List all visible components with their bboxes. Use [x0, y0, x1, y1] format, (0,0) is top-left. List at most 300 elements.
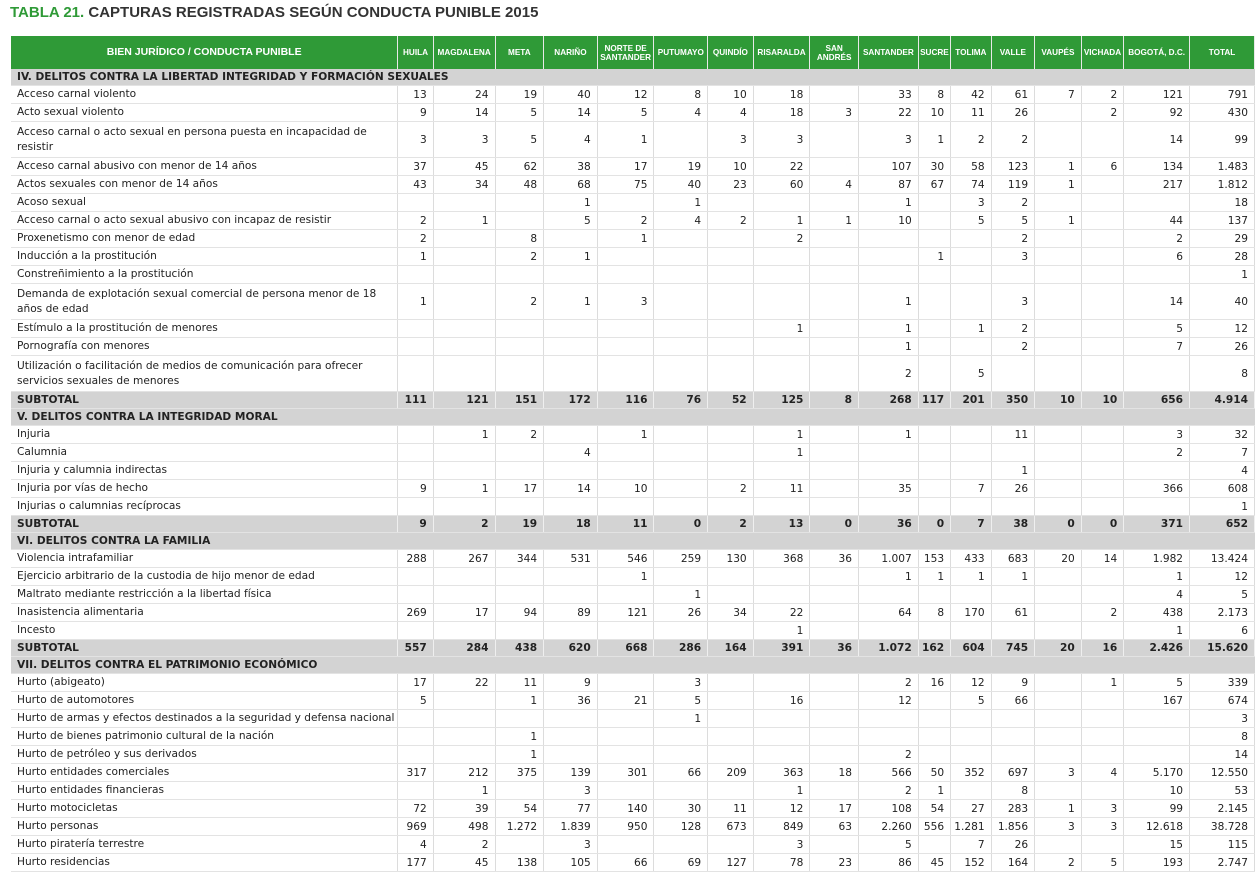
cell-value: [654, 568, 708, 586]
cell-value: [433, 462, 495, 480]
table-row: [11, 230, 1255, 248]
column-header-category: BIEN JURÍDICO / CONDUCTA PUNIBLE: [11, 36, 398, 69]
cell-value: 42: [951, 86, 992, 104]
cell-value: 2: [991, 122, 1035, 158]
cell-value: 363: [753, 764, 810, 782]
cell-value: 61: [991, 604, 1035, 622]
cell-value: [654, 266, 708, 284]
cell-value: 16: [1081, 640, 1124, 657]
row-label: Injurias o calumnias recíprocas: [11, 498, 398, 516]
table-row: [11, 604, 1255, 622]
cell-value: [918, 356, 950, 392]
cell-value: 9: [398, 480, 433, 498]
table-caption: CAPTURAS REGISTRADAS SEGÚN CONDUCTA PUNIBLE 2015: [88, 4, 539, 21]
cell-value: [753, 746, 810, 764]
cell-value: 8: [1190, 356, 1255, 392]
cell-value: [991, 444, 1035, 462]
table-row: [11, 426, 1255, 444]
cell-value: 969: [398, 818, 433, 836]
cell-value: 12: [597, 86, 654, 104]
cell-value: [544, 266, 598, 284]
cell-value: 74: [951, 176, 992, 194]
cell-value: [918, 836, 950, 854]
cell-value: [495, 586, 544, 604]
cell-value: 2: [991, 194, 1035, 212]
cell-value: [918, 746, 950, 764]
cell-value: [858, 728, 918, 746]
cell-value: 16: [918, 674, 950, 692]
cell-value: 23: [708, 176, 754, 194]
cell-value: 12: [1190, 320, 1255, 338]
table-row: [11, 746, 1255, 764]
cell-value: [398, 320, 433, 338]
cell-value: [753, 462, 810, 480]
cell-value: 1: [654, 194, 708, 212]
cell-value: 5: [951, 212, 992, 230]
table-title: [10, 3, 538, 23]
cell-value: 13: [753, 516, 810, 533]
cell-value: 2: [433, 516, 495, 533]
cell-value: [597, 356, 654, 392]
cell-value: 557: [398, 640, 433, 657]
cell-value: [1035, 426, 1082, 444]
row-label: Acceso carnal o acto sexual en persona puesta en incapacidad de resistir: [11, 122, 398, 158]
cell-value: 40: [544, 86, 598, 104]
cell-value: [1035, 284, 1082, 320]
cell-value: 288: [398, 550, 433, 568]
cell-value: [1035, 338, 1082, 356]
table-row: [11, 728, 1255, 746]
cell-value: 24: [433, 86, 495, 104]
cell-value: 4: [544, 444, 598, 462]
cell-value: 301: [597, 764, 654, 782]
row-label: SUBTOTAL: [11, 516, 398, 533]
cell-value: [1035, 320, 1082, 338]
cell-value: 7: [951, 836, 992, 854]
cell-value: 89: [544, 604, 598, 622]
column-header: MAGDALENA: [433, 36, 495, 69]
cell-value: [1081, 212, 1124, 230]
cell-value: 3: [544, 782, 598, 800]
cell-value: 9: [398, 104, 433, 122]
cell-value: [708, 782, 754, 800]
cell-value: 111: [398, 392, 433, 409]
cell-value: 140: [597, 800, 654, 818]
cell-value: [433, 746, 495, 764]
table-row: [11, 462, 1255, 480]
cell-value: 18: [753, 86, 810, 104]
table-row: [11, 122, 1255, 158]
cell-value: 77: [544, 800, 598, 818]
cell-value: [810, 498, 859, 516]
cell-value: 2.173: [1190, 604, 1255, 622]
cell-value: [654, 320, 708, 338]
cell-value: 54: [495, 800, 544, 818]
cell-value: [753, 266, 810, 284]
cell-value: 9: [991, 674, 1035, 692]
cell-value: [951, 728, 992, 746]
cell-value: 12: [858, 692, 918, 710]
cell-value: [918, 194, 950, 212]
table-row: [11, 480, 1255, 498]
cell-value: [398, 498, 433, 516]
cell-value: 209: [708, 764, 754, 782]
table-row: [11, 782, 1255, 800]
cell-value: [991, 710, 1035, 728]
cell-value: 1: [858, 568, 918, 586]
cell-value: 1: [918, 568, 950, 586]
cell-value: 22: [753, 604, 810, 622]
cell-value: [1081, 356, 1124, 392]
row-label: Hurto de armas y efectos destinados a la seguridad y defensa nacional: [11, 710, 398, 728]
cell-value: [1035, 710, 1082, 728]
cell-value: [991, 266, 1035, 284]
cell-value: [495, 444, 544, 462]
cell-value: [398, 746, 433, 764]
cell-value: [1081, 230, 1124, 248]
table-row: [11, 248, 1255, 266]
cell-value: 1: [1035, 212, 1082, 230]
cell-value: [858, 462, 918, 480]
cell-value: 608: [1190, 480, 1255, 498]
cell-value: 38: [991, 516, 1035, 533]
column-header: VICHADA: [1081, 36, 1124, 69]
cell-value: 286: [654, 640, 708, 657]
section-title: V. DELITOS CONTRA LA INTEGRIDAD MORAL: [11, 409, 1255, 426]
table-row: [11, 854, 1255, 872]
cell-value: 10: [708, 86, 754, 104]
row-label: Injuria por vías de hecho: [11, 480, 398, 498]
cell-value: 8: [1190, 728, 1255, 746]
cell-value: [433, 498, 495, 516]
row-label: Estímulo a la prostitución de menores: [11, 320, 398, 338]
table-row: [11, 104, 1255, 122]
cell-value: 86: [858, 854, 918, 872]
cell-value: 5: [544, 212, 598, 230]
cell-value: 54: [918, 800, 950, 818]
cell-value: [654, 284, 708, 320]
cell-value: [544, 728, 598, 746]
cell-value: 19: [495, 516, 544, 533]
cell-value: 745: [991, 640, 1035, 657]
cell-value: [858, 444, 918, 462]
cell-value: [753, 710, 810, 728]
cell-value: 13: [398, 86, 433, 104]
cell-value: [433, 266, 495, 284]
cell-value: 7: [951, 480, 992, 498]
cell-value: 1: [1035, 800, 1082, 818]
cell-value: 105: [544, 854, 598, 872]
cell-value: [918, 586, 950, 604]
row-label: SUBTOTAL: [11, 640, 398, 657]
cell-value: 3: [544, 836, 598, 854]
cell-value: [810, 338, 859, 356]
cell-value: [918, 212, 950, 230]
cell-value: 8: [991, 782, 1035, 800]
cell-value: 1: [544, 194, 598, 212]
cell-value: [810, 462, 859, 480]
cell-value: [708, 498, 754, 516]
cell-value: 1.856: [991, 818, 1035, 836]
cell-value: [918, 622, 950, 640]
table-row: [11, 320, 1255, 338]
cell-value: [708, 356, 754, 392]
column-header: TOTAL: [1190, 36, 1255, 69]
cell-value: [1081, 122, 1124, 158]
cell-value: 33: [858, 86, 918, 104]
cell-value: [1124, 194, 1190, 212]
cell-value: 2: [1081, 104, 1124, 122]
cell-value: 4: [1190, 462, 1255, 480]
cell-value: 45: [433, 854, 495, 872]
cell-value: 125: [753, 392, 810, 409]
cell-value: 94: [495, 604, 544, 622]
cell-value: [1035, 746, 1082, 764]
row-label: Utilización o facilitación de medios de comunicación para ofrecer servicios sexuales de menores: [11, 356, 398, 392]
cell-value: 8: [495, 230, 544, 248]
cell-value: 130: [708, 550, 754, 568]
cell-value: 123: [991, 158, 1035, 176]
cell-value: 1: [918, 782, 950, 800]
cell-value: 438: [1124, 604, 1190, 622]
cell-value: 212: [433, 764, 495, 782]
cell-value: [951, 284, 992, 320]
cell-value: 32: [1190, 426, 1255, 444]
cell-value: [991, 746, 1035, 764]
cell-value: 3: [1035, 818, 1082, 836]
cell-value: 193: [1124, 854, 1190, 872]
cell-value: 1: [858, 426, 918, 444]
cell-value: [753, 248, 810, 266]
row-label: Ejercicio arbitrario de la custodia de hijo menor de edad: [11, 568, 398, 586]
cell-value: [597, 586, 654, 604]
cell-value: [544, 462, 598, 480]
row-label: Hurto personas: [11, 818, 398, 836]
cell-value: [433, 230, 495, 248]
cell-value: 2.747: [1190, 854, 1255, 872]
cell-value: 2: [495, 248, 544, 266]
cell-value: 26: [991, 104, 1035, 122]
cell-value: 2: [398, 212, 433, 230]
cell-value: 2: [858, 674, 918, 692]
cell-value: [654, 444, 708, 462]
cell-value: 352: [951, 764, 992, 782]
table-row: [11, 674, 1255, 692]
cell-value: 1: [1124, 568, 1190, 586]
row-label: Acoso sexual: [11, 194, 398, 212]
row-label: Demanda de explotación sexual comercial de persona menor de 18 años de edad: [11, 284, 398, 320]
row-label: Constreñimiento a la prostitución: [11, 266, 398, 284]
cell-value: [1081, 426, 1124, 444]
cell-value: [1035, 266, 1082, 284]
cell-value: 23: [810, 854, 859, 872]
cell-value: [597, 622, 654, 640]
column-header: SUCRE: [918, 36, 950, 69]
cell-value: [991, 586, 1035, 604]
cell-value: [708, 692, 754, 710]
cell-value: 9: [544, 674, 598, 692]
cell-value: 5: [654, 692, 708, 710]
cell-value: 43: [398, 176, 433, 194]
cell-value: 697: [991, 764, 1035, 782]
cell-value: [810, 248, 859, 266]
cell-value: 2: [951, 122, 992, 158]
cell-value: 62: [495, 158, 544, 176]
cell-value: 0: [918, 516, 950, 533]
cell-value: 21: [597, 692, 654, 710]
cell-value: 17: [398, 674, 433, 692]
cell-value: [951, 782, 992, 800]
cell-value: 3: [991, 248, 1035, 266]
column-header: NORTE DE SANTANDER: [597, 36, 654, 69]
cell-value: [918, 728, 950, 746]
cell-value: 3: [1081, 818, 1124, 836]
cell-value: 14: [1190, 746, 1255, 764]
cell-value: [858, 710, 918, 728]
cell-value: 45: [433, 158, 495, 176]
cell-value: 6: [1190, 622, 1255, 640]
cell-value: [1081, 480, 1124, 498]
cell-value: [544, 230, 598, 248]
cell-value: [544, 746, 598, 764]
cell-value: 2.426: [1124, 640, 1190, 657]
cell-value: 1: [858, 338, 918, 356]
cell-value: 44: [1124, 212, 1190, 230]
cell-value: 849: [753, 818, 810, 836]
cell-value: 37: [398, 158, 433, 176]
cell-value: 5: [951, 356, 992, 392]
cell-value: 162: [918, 640, 950, 657]
cell-value: [398, 782, 433, 800]
cell-value: [654, 728, 708, 746]
cell-value: 3: [398, 122, 433, 158]
cell-value: [433, 284, 495, 320]
cell-value: [1035, 480, 1082, 498]
cell-value: 7: [1035, 86, 1082, 104]
cell-value: 3: [1035, 764, 1082, 782]
cell-value: [810, 426, 859, 444]
cell-value: 20: [1035, 550, 1082, 568]
cell-value: 138: [495, 854, 544, 872]
cell-value: [1081, 586, 1124, 604]
cell-value: [951, 498, 992, 516]
cell-value: [810, 674, 859, 692]
cell-value: [918, 498, 950, 516]
cell-value: 12.618: [1124, 818, 1190, 836]
cell-value: [495, 462, 544, 480]
cell-value: [495, 622, 544, 640]
cell-value: [654, 426, 708, 444]
cell-value: 2: [991, 338, 1035, 356]
cell-value: 34: [708, 604, 754, 622]
cell-value: 673: [708, 818, 754, 836]
row-label: Acto sexual violento: [11, 104, 398, 122]
cell-value: 167: [1124, 692, 1190, 710]
cell-value: 64: [858, 604, 918, 622]
cell-value: 5.170: [1124, 764, 1190, 782]
column-header: VALLE: [991, 36, 1035, 69]
cell-value: [1035, 728, 1082, 746]
cell-value: [810, 692, 859, 710]
cell-value: [708, 746, 754, 764]
cell-value: 2: [858, 746, 918, 764]
section-header-row: [11, 69, 1255, 86]
cell-value: [951, 462, 992, 480]
cell-value: [753, 356, 810, 392]
cell-value: 1: [991, 568, 1035, 586]
cell-value: 16: [753, 692, 810, 710]
cell-value: [1035, 356, 1082, 392]
cell-value: 2: [991, 230, 1035, 248]
cell-value: 268: [858, 392, 918, 409]
table-row: [11, 550, 1255, 568]
cell-value: 430: [1190, 104, 1255, 122]
cell-value: [918, 230, 950, 248]
cell-value: 26: [1190, 338, 1255, 356]
cell-value: [544, 498, 598, 516]
cell-value: 1.812: [1190, 176, 1255, 194]
cell-value: 5: [398, 692, 433, 710]
cell-value: 1: [398, 284, 433, 320]
subtotal-row: [11, 640, 1255, 657]
cell-value: [495, 194, 544, 212]
cell-value: [991, 498, 1035, 516]
row-label: Acceso carnal violento: [11, 86, 398, 104]
cell-value: [1035, 604, 1082, 622]
cell-value: [398, 426, 433, 444]
cell-value: 29: [1190, 230, 1255, 248]
cell-value: 4: [544, 122, 598, 158]
cell-value: [1081, 444, 1124, 462]
cell-value: 92: [1124, 104, 1190, 122]
cell-value: 1.982: [1124, 550, 1190, 568]
cell-value: 259: [654, 550, 708, 568]
cell-value: 4: [1124, 586, 1190, 604]
cell-value: 10: [858, 212, 918, 230]
cell-value: [1081, 266, 1124, 284]
cell-value: 19: [654, 158, 708, 176]
cell-value: 7: [951, 516, 992, 533]
cell-value: 121: [597, 604, 654, 622]
cell-value: 1: [858, 194, 918, 212]
cell-value: 26: [991, 836, 1035, 854]
cell-value: 284: [433, 640, 495, 657]
section-title: IV. DELITOS CONTRA LA LIBERTAD INTEGRIDAD Y FORMACIÓN SEXUALES: [11, 69, 1255, 86]
cell-value: 119: [991, 176, 1035, 194]
cell-value: [398, 266, 433, 284]
cell-value: [1035, 622, 1082, 640]
cell-value: [951, 622, 992, 640]
cell-value: 3: [753, 122, 810, 158]
cell-value: [810, 284, 859, 320]
cell-value: [1081, 176, 1124, 194]
cell-value: [654, 498, 708, 516]
cell-value: 9: [398, 516, 433, 533]
cell-value: 12.550: [1190, 764, 1255, 782]
cell-value: [654, 122, 708, 158]
cell-value: 433: [951, 550, 992, 568]
cell-value: 339: [1190, 674, 1255, 692]
cell-value: 1: [597, 122, 654, 158]
cell-value: [810, 480, 859, 498]
cell-value: 6: [1081, 158, 1124, 176]
cell-value: [398, 444, 433, 462]
cell-value: 134: [1124, 158, 1190, 176]
cell-value: [544, 622, 598, 640]
cell-value: 99: [1190, 122, 1255, 158]
row-label: Actos sexuales con menor de 14 años: [11, 176, 398, 194]
cell-value: 115: [1190, 836, 1255, 854]
